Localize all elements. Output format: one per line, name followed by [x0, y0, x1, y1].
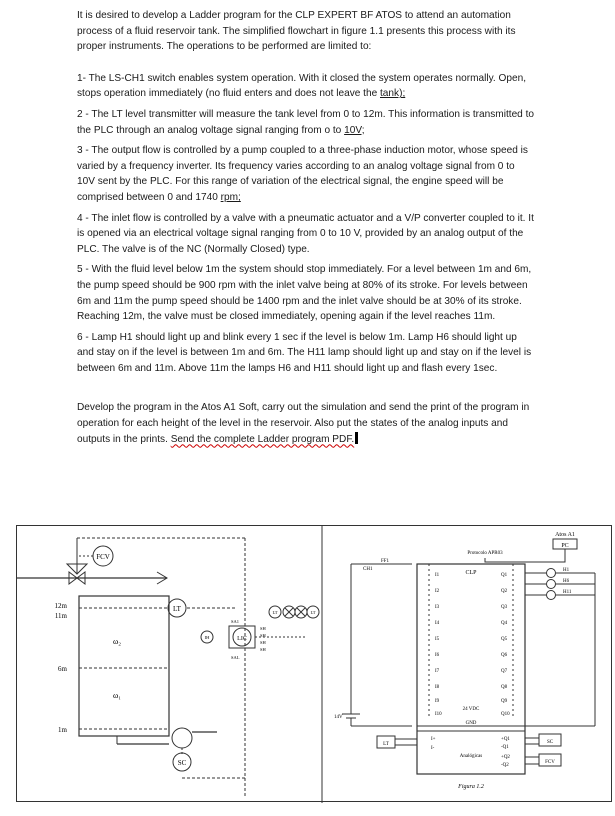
- svg-text:H1: H1: [563, 568, 570, 573]
- problem-statement: [77, 8, 535, 447]
- svg-text:+Q2: +Q2: [501, 755, 510, 760]
- svg-text:I5: I5: [435, 637, 440, 642]
- svg-text:I10: I10: [435, 712, 442, 717]
- fcv-label: FCV: [96, 553, 110, 561]
- speed-w2: ω₂: [113, 637, 122, 646]
- svg-text:FCV: FCV: [545, 760, 555, 765]
- out-lamp-h1: [547, 569, 556, 578]
- lic-label: LIC: [237, 636, 247, 642]
- svg-text:I8: I8: [435, 685, 440, 690]
- sh-label-3: SH: [260, 640, 266, 645]
- out-lamp-h6: [547, 580, 556, 589]
- svg-text:H6: H6: [563, 579, 570, 584]
- level-label-11m: 11m: [54, 612, 67, 620]
- output-terminals: [501, 573, 510, 717]
- intro-paragraph: It is desired to develop a Ladder program for the CLP EXPERT BF ATOS to attend an automation process of a fluid reservoir tank. The simplified flowchart in figure 1.1 presents this process with its proper instruments. The operations to be performed are limited to:: [77, 10, 516, 53]
- plc-wiring-diagram: [334, 532, 595, 790]
- svg-text:I7: I7: [435, 669, 440, 674]
- item-6: 6 - Lamp H1 should light up and blink every 1 sec if the level is below 1m. Lamp H6 should light up and stay on if the level is between 1m and 6m. The H11 lamp should light up and stay on if the level is between 6m and 11m. Above 11m the lamps H6 and H11 should light up and flash every 1sec.: [77, 331, 532, 374]
- svg-text:Q7: Q7: [501, 669, 508, 674]
- gnd-label: GND: [465, 721, 477, 726]
- svg-text:Q6: Q6: [501, 653, 508, 658]
- svg-text:Q1: Q1: [501, 573, 508, 578]
- svg-text:LT: LT: [383, 742, 389, 747]
- level-label-12m: 12m: [54, 602, 67, 610]
- lt-label: LT: [173, 605, 181, 613]
- svg-text:Q10: Q10: [501, 712, 510, 717]
- svg-text:+Q1: +Q1: [501, 737, 510, 742]
- vdc-label: 24 VDC: [462, 707, 480, 712]
- svg-text:I1: I1: [435, 573, 440, 578]
- svg-text:LT: LT: [310, 610, 316, 615]
- ff1-label: FF1: [381, 559, 390, 564]
- svg-text:I6: I6: [435, 653, 440, 658]
- pump: [172, 728, 192, 748]
- svg-text:I9: I9: [435, 699, 440, 704]
- svg-text:Q5: Q5: [501, 637, 508, 642]
- input-terminals: [435, 573, 442, 717]
- svg-text:I4: I4: [435, 621, 440, 626]
- svg-text:I-: I-: [431, 746, 435, 751]
- sal-label-2: SAL: [231, 655, 240, 660]
- out-lamp-h11: [547, 591, 556, 600]
- svg-text:I2: I2: [435, 589, 440, 594]
- text-cursor: [355, 432, 358, 444]
- closing-paragraph: Develop the program in the Atos A1 Soft, carry out the simulation and send the print of the program in operation for each height of the level in the reservoir. Also put the states of the analog inputs and outputs in the prints. Send the complete Ladder program PDF.: [77, 402, 530, 445]
- figure-diagram: [17, 526, 613, 803]
- svg-text:Q9: Q9: [501, 699, 508, 704]
- level-label-6m: 6m: [58, 665, 67, 673]
- pc-label: PC: [561, 543, 569, 549]
- figure-caption: Figura 1.2: [458, 784, 484, 790]
- analog-label: Analógicas: [459, 754, 483, 759]
- svg-text:Q8: Q8: [501, 685, 508, 690]
- tank: [79, 596, 169, 736]
- speed-w1: ω₁: [113, 691, 122, 700]
- svg-text:Q2: Q2: [501, 589, 508, 594]
- ch1-label: CH1: [363, 567, 373, 572]
- sal-label-1: SA1: [231, 619, 240, 624]
- svg-text:Q4: Q4: [501, 621, 508, 626]
- clp-box: [417, 564, 525, 774]
- clp-label: CLP: [465, 570, 477, 576]
- svg-text:LT: LT: [272, 610, 278, 615]
- sh-label-4: SH: [260, 647, 266, 652]
- item-5: 5 - With the fluid level below 1m the system should stop immediately. For a level between 1m and 6m, the pump speed should be 900 rpm with the inlet valve being at 80% of its stroke. For levels between 6m and 11m the pump speed should be 1400 rpm and the inlet valve should be at 30% of its stroke. Reaching 12m, the valve must be closed immediately, opening again if the level reaches 11m.: [77, 264, 532, 323]
- vin-label: 14V: [334, 715, 343, 720]
- atos-label: Atos A1: [555, 532, 575, 538]
- protocol-label: Protocolo APR03: [467, 551, 503, 556]
- svg-text:-Q2: -Q2: [501, 763, 509, 768]
- item-3: 3 - The output flow is controlled by a pump coupled to a three-phase induction motor, whose speed is varied by a frequency inverter. Its frequency varies according to an analog voltage signal from 0 to 10V sent by the PLC. For this range of variation of the electrical signal, the engine speed will be comprised between 0 and 1740 rpm;: [77, 145, 528, 203]
- svg-text:SC: SC: [546, 740, 554, 745]
- sh-label-1: SH: [260, 626, 266, 631]
- item-1: 1- The LS-CH1 switch enables system operation. With it closed the system operates normally. Open, stops operation immediately (no fluid enters and does not leave the tank);: [77, 72, 526, 100]
- sc-label: SC: [177, 759, 187, 767]
- svg-text:Q3: Q3: [501, 605, 508, 610]
- svg-text:H11: H11: [563, 590, 572, 595]
- svg-text:I+: I+: [431, 737, 436, 742]
- sh-label-2: SH: [260, 633, 266, 638]
- svg-text:I3: I3: [435, 605, 440, 610]
- process-diagram: [17, 538, 319, 796]
- svg-text:-Q1: -Q1: [501, 745, 509, 750]
- item-4: 4 - The inlet flow is controlled by a valve with a pneumatic actuator and a V/P converter coupled to it. It is opened via an electrical voltage signal ranging from 0 to 10 V, provided by an analog output of the PLC. The valve is of the NC (Normally Closed) type.: [77, 212, 534, 255]
- item-2: 2 - The LT level transmitter will measure the tank level from 0 to 12m. This information is transmitted to the PLC through an analog voltage signal ranging from o to 10V;: [77, 108, 535, 136]
- figure-frame: [16, 525, 612, 802]
- level-label-1m: 1m: [58, 726, 67, 734]
- ih-label: IH: [204, 635, 210, 640]
